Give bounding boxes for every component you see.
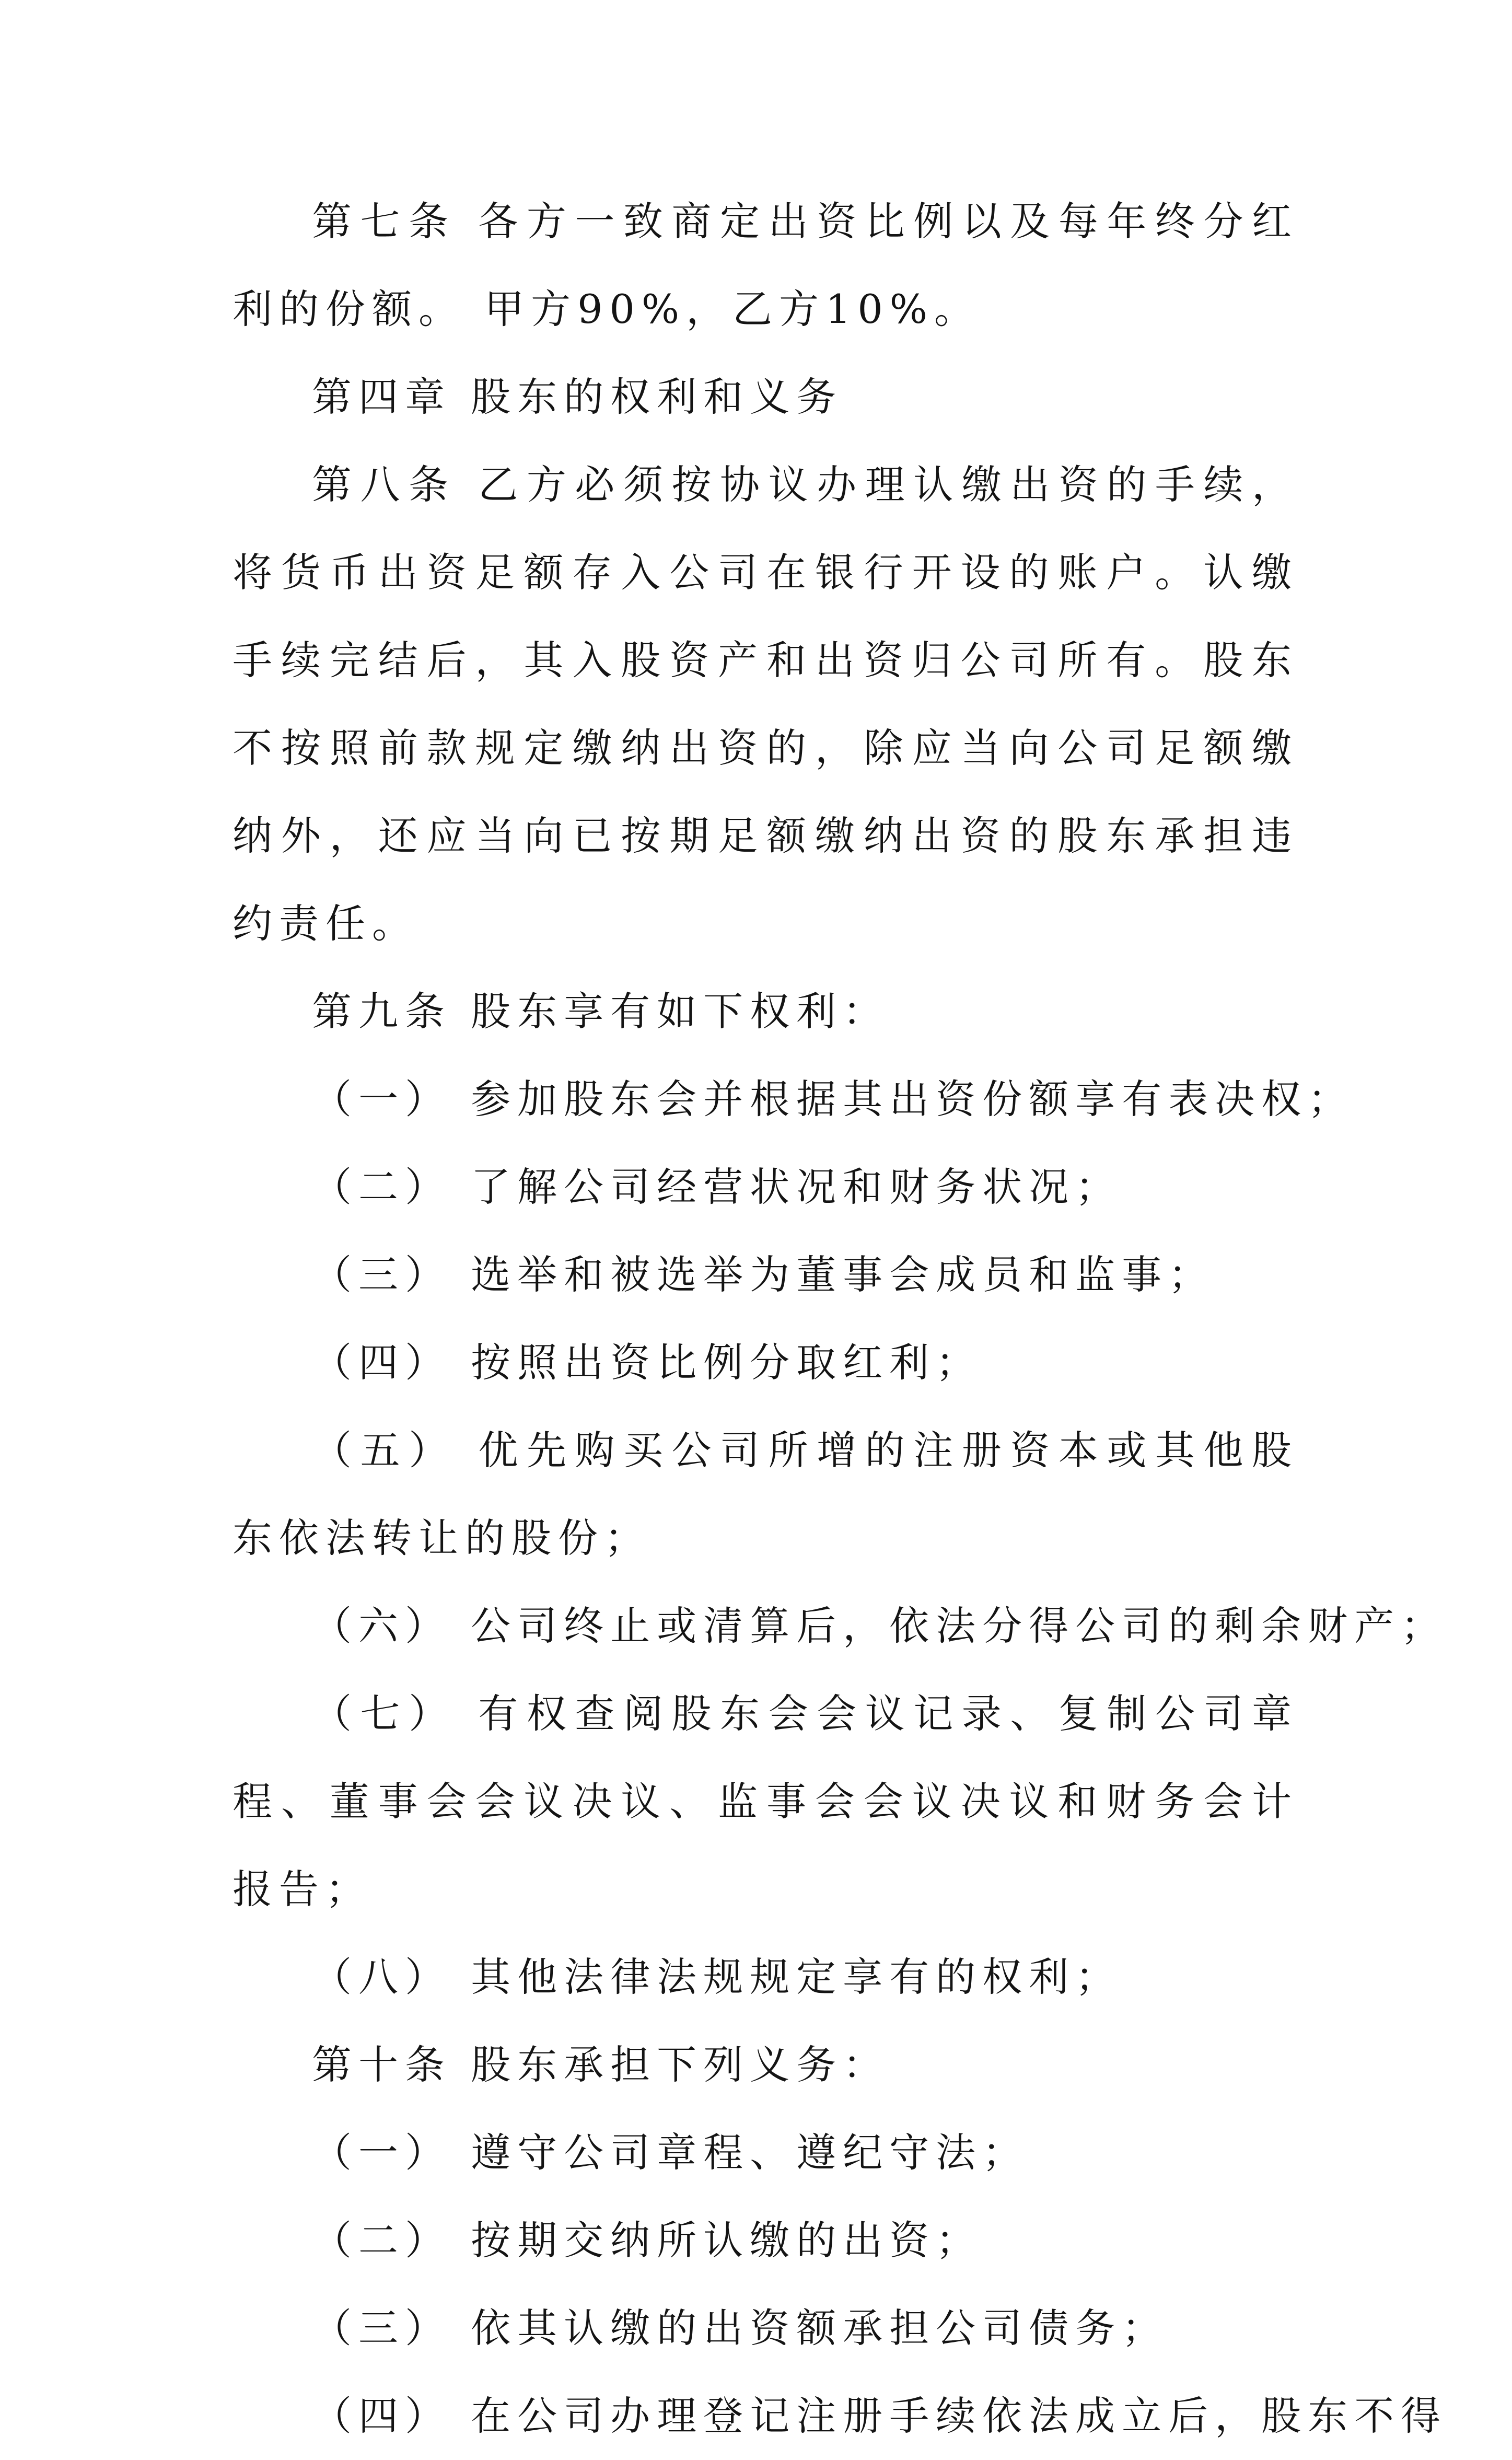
article-10-heading: 第十条 股东承担下列义务： [312, 2041, 890, 2088]
article-10-item-2: （二） 按期交纳所认缴的出资； [312, 2217, 983, 2264]
chapter-4-heading: 第四章 股东的权利和义务 [312, 374, 843, 420]
article-10-item-3: （三） 依其认缴的出资额承担公司债务； [312, 2305, 1169, 2351]
article-9-item-1: （一） 参加股东会并根据其出资份额享有表决权； [312, 1076, 1355, 1122]
document-body [232, 178, 1448, 2460]
article-9-item-5: （五） 优先购买公司所增的注册资本或其他股东依法转让的股份； [232, 1427, 1298, 1561]
article-10-item-1: （一） 遵守公司章程、遵纪守法； [312, 2129, 1029, 2176]
article-9-item-4: （四） 按照出资比例分取红利； [312, 1339, 983, 1386]
article-9-item-2: （二） 了解公司经营状况和财务状况； [312, 1164, 1122, 1210]
article-9-item-8: （八） 其他法律法规规定享有的权利； [312, 1954, 1122, 2000]
article-7-paragraph: 第七条 各方一致商定出资比例以及每年终分红利的份额。 甲方90%，乙方10%。 [232, 198, 1298, 332]
article-9-item-6: （六） 公司终止或清算后，依法分得公司的剩余财产； [312, 1603, 1448, 1649]
article-9-heading: 第九条 股东享有如下权利： [312, 988, 890, 1035]
article-9-item-3: （三） 选举和被选举为董事会成员和监事； [312, 1251, 1215, 1298]
article-9-item-7: （七） 有权查阅股东会会议记录、复制公司章程、董事会会议决议、监事会会议决议和财务会计报告； [232, 1690, 1298, 1912]
article-10-item-4: （四） 在公司办理登记注册手续依法成立后，股东不得 [312, 2393, 1448, 2439]
article-8-paragraph: 第八条 乙方必须按协议办理认缴出资的手续，将货币出资足额存入公司在银行开设的账户。认缴手续完结后，其入股资产和出资归公司所有。股东不按照前款规定缴纳出资的，除应当向公司足额缴纳外，还应当向已按期足额缴纳出资的股东承担违约责任。 [232, 461, 1298, 947]
